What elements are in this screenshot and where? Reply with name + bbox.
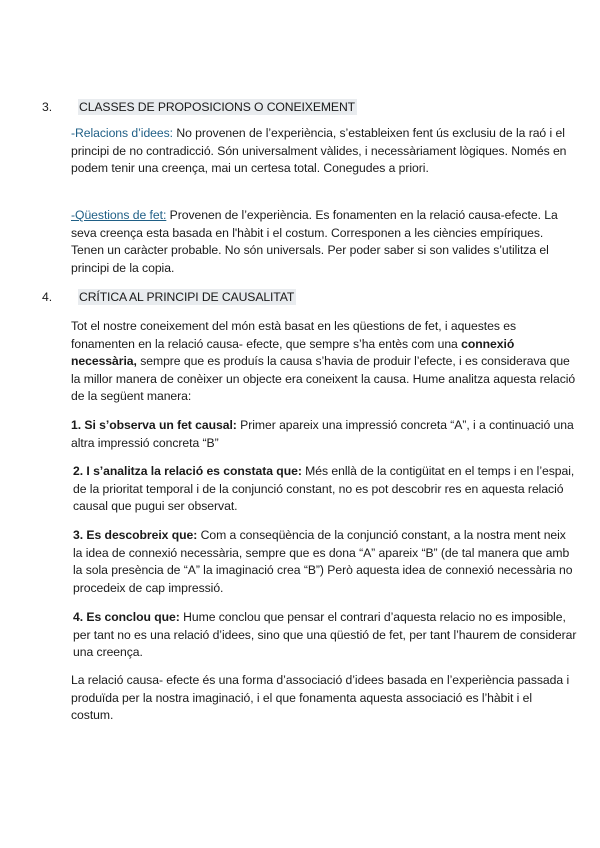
- step-4-paragraph: [73, 609, 578, 662]
- step-2-paragraph: [73, 463, 578, 516]
- section-4-heading: [42, 288, 296, 306]
- step-1-paragraph: [71, 417, 576, 452]
- intro-text-b: sempre que es produís la causa s’havia de produir l’efecte, i es considerava que la millor manera de conèixer un objecte era coneixent la causa. Hume analitza aquesta relació de la següent manera:: [71, 354, 576, 403]
- step-4-text: Hume conclou que pensar el contrari d’aquesta relacio no es imposible, per tant no es una relació d’idees, sino que una qüestió de fet, per tant l’haurem de considerar una creença.: [73, 610, 577, 659]
- section-title: CLASSES DE PROPOSICIONS O CONEIXEMENT: [79, 100, 355, 114]
- intro-paragraph: [71, 318, 576, 406]
- section-3-heading: [42, 98, 357, 116]
- step-2-bold: 2. I s’analitza la relació es constata que:: [73, 464, 302, 478]
- step-3-paragraph: [73, 527, 578, 597]
- step-4-bold: 4. Es conclou que:: [73, 610, 180, 624]
- step-3-bold: 3. Es descobreix que:: [73, 528, 198, 542]
- questions-label: -Qüestions de fet:: [71, 208, 167, 222]
- relacions-paragraph: [71, 125, 576, 178]
- section-number: 4.: [42, 290, 53, 304]
- section-title: CRÍTICA AL PRINCIPI DE CAUSALITAT: [79, 290, 295, 304]
- step-1-bold: 1. Si s’observa un fet causal:: [71, 418, 237, 432]
- intro-bold: connexió necessària,: [71, 336, 515, 368]
- questions-text: Provenen de l’experiència. Es fonamenten en la relació causa-efecte. La seva creença esta basada en l'hàbit i el costum. Corresponen a les ciències empíriques. Tenen un caràcter probable. No són universals. Per poder saber si son valides s’utilitza el principi de la copia.: [71, 208, 558, 275]
- step-2-text: Més enllà de la contigüitat en el temps i en l’espai, de la prioritat temporal i de la conjunció constant, no es pot descobrir res en aquesta relació causal que pugui ser observat.: [73, 464, 575, 513]
- step-1-text: Primer apareix una impressió concreta “A”, i a continuació una altra impressió concreta “B”: [71, 418, 574, 450]
- step-3-text: Com a conseqüència de la conjunció constant, a la nostra ment neix la idea de connexió necessària, sempre que es dona “A” apareix “B” (de tal manera que amb la sola presència de “A” la imaginació crea “B”) Però aquesta idea de connexió necessària no procedeix de cap impressió.: [73, 528, 573, 595]
- relacions-text: No provenen de l’experiència, s’estableixen fent ús exclusiu de la raó i el principi de no contradicció. Són universalment vàlides, i necessàriament lògiques. Només en podem tenir una creença, mai un certesa total. Conegudes a priori.: [71, 126, 567, 175]
- conclusion-paragraph: [71, 672, 576, 725]
- conclusion-text: La relació causa- efecte és una forma d’associació d’idees basada en l’experiència passada i produïda per la nostra imaginació, i el que fonamenta aquesta associació es l’hàbit i el costum.: [71, 673, 570, 722]
- questions-paragraph: [71, 207, 576, 277]
- relacions-label: -Relacions d’idees:: [71, 126, 174, 140]
- section-number: 3.: [42, 100, 53, 114]
- intro-text-a: Tot el nostre coneixement del món està basat en les qüestions de fet, i aquestes es fonamenten en la relació causa- efecte, que sempre s’ha entès com una: [71, 319, 517, 351]
